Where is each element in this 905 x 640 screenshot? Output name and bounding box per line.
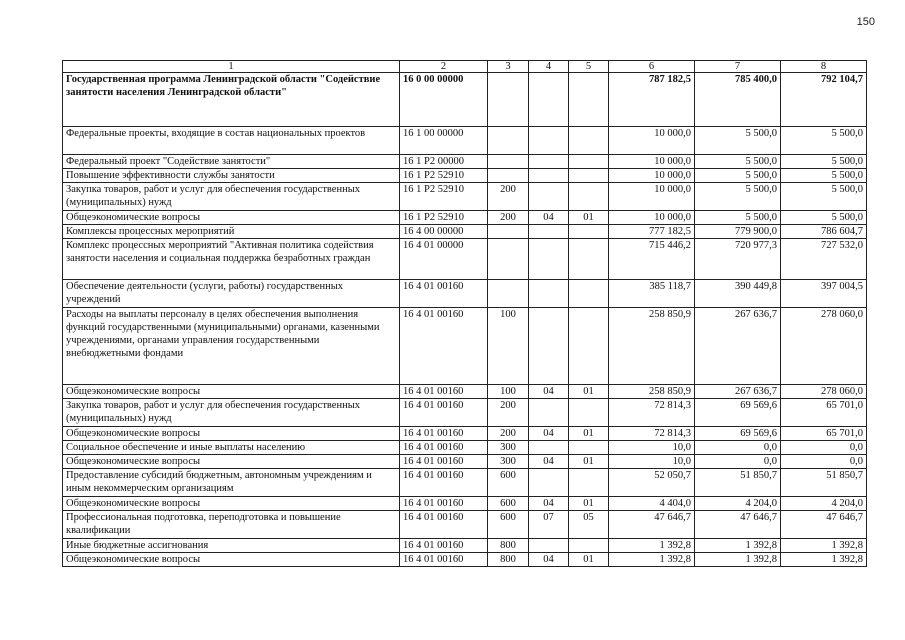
- amount-col-7: 1 392,8: [695, 539, 781, 553]
- subsection-code: [569, 441, 609, 455]
- target-article-code: 16 0 00 00000: [400, 73, 488, 127]
- section-code: [529, 280, 569, 308]
- table-row: [63, 385, 867, 399]
- target-article-code: 16 4 01 00160: [400, 399, 488, 427]
- amount-col-8: 278 060,0: [781, 308, 867, 385]
- table-row: [63, 511, 867, 539]
- subsection-code: [569, 73, 609, 127]
- amount-col-7: 5 500,0: [695, 183, 781, 211]
- subsection-code: 01: [569, 211, 609, 225]
- subsection-code: [569, 155, 609, 169]
- section-code: [529, 399, 569, 427]
- amount-col-7: 69 569,6: [695, 399, 781, 427]
- target-article-code: 16 4 01 00160: [400, 427, 488, 441]
- amount-col-6: 777 182,5: [609, 225, 695, 239]
- row-name: Федеральные проекты, входящие в состав национальных проектов: [63, 127, 400, 155]
- row-name: Общеэкономические вопросы: [63, 385, 400, 399]
- amount-col-7: 390 449,8: [695, 280, 781, 308]
- table-row: [63, 399, 867, 427]
- column-header: 1: [63, 61, 400, 73]
- amount-col-8: 65 701,0: [781, 427, 867, 441]
- subsection-code: 01: [569, 427, 609, 441]
- row-name: Комплекс процессных мероприятий "Активная политика содействия занятости населения и социальная поддержка безработных граждан: [63, 239, 400, 280]
- amount-col-7: 69 569,6: [695, 427, 781, 441]
- subsection-code: [569, 225, 609, 239]
- section-code: 04: [529, 455, 569, 469]
- subsection-code: [569, 239, 609, 280]
- target-article-code: 16 4 01 00160: [400, 455, 488, 469]
- amount-col-6: 47 646,7: [609, 511, 695, 539]
- table-row: [63, 73, 867, 127]
- amount-col-6: 787 182,5: [609, 73, 695, 127]
- expense-type-code: 100: [488, 308, 529, 385]
- amount-col-8: 47 646,7: [781, 511, 867, 539]
- expense-type-code: 300: [488, 455, 529, 469]
- column-header: 2: [400, 61, 488, 73]
- row-name: Общеэкономические вопросы: [63, 497, 400, 511]
- amount-col-6: 1 392,8: [609, 539, 695, 553]
- section-code: [529, 239, 569, 280]
- row-name: Государственная программа Ленинградской области "Содействие занятости населения Ленинградской области": [63, 73, 400, 127]
- target-article-code: 16 1 P2 52910: [400, 211, 488, 225]
- table-row: [63, 441, 867, 455]
- row-name: Закупка товаров, работ и услуг для обеспечения государственных (муниципальных) нужд: [63, 183, 400, 211]
- expense-type-code: 800: [488, 539, 529, 553]
- table-row: [63, 183, 867, 211]
- amount-col-6: 10,0: [609, 455, 695, 469]
- row-name: Закупка товаров, работ и услуг для обеспечения государственных (муниципальных) нужд: [63, 399, 400, 427]
- expense-type-code: 200: [488, 427, 529, 441]
- subsection-code: [569, 469, 609, 497]
- table-row: [63, 155, 867, 169]
- amount-col-7: 267 636,7: [695, 308, 781, 385]
- amount-col-6: 10,0: [609, 441, 695, 455]
- row-name: Общеэкономические вопросы: [63, 427, 400, 441]
- table-row: [63, 455, 867, 469]
- table-row: [63, 239, 867, 280]
- amount-col-6: 10 000,0: [609, 183, 695, 211]
- section-code: 04: [529, 553, 569, 567]
- row-name: Общеэкономические вопросы: [63, 455, 400, 469]
- amount-col-7: 51 850,7: [695, 469, 781, 497]
- target-article-code: 16 4 01 00000: [400, 239, 488, 280]
- expense-type-code: 200: [488, 183, 529, 211]
- budget-table: [62, 60, 867, 567]
- row-name: Социальное обеспечение и иные выплаты населению: [63, 441, 400, 455]
- amount-col-6: 52 050,7: [609, 469, 695, 497]
- row-name: Федеральный проект "Содействие занятости": [63, 155, 400, 169]
- column-header: 7: [695, 61, 781, 73]
- amount-col-8: 397 004,5: [781, 280, 867, 308]
- amount-col-7: 4 204,0: [695, 497, 781, 511]
- row-name: Иные бюджетные ассигнования: [63, 539, 400, 553]
- row-name: Предоставление субсидий бюджетным, автономным учреждениям и иным некоммерческим организациям: [63, 469, 400, 497]
- table-row: [63, 497, 867, 511]
- table-row: [63, 127, 867, 155]
- amount-col-7: 1 392,8: [695, 553, 781, 567]
- amount-col-6: 385 118,7: [609, 280, 695, 308]
- target-article-code: 16 4 01 00160: [400, 497, 488, 511]
- expense-type-code: 600: [488, 469, 529, 497]
- amount-col-6: 72 814,3: [609, 399, 695, 427]
- expense-type-code: 200: [488, 399, 529, 427]
- section-code: [529, 183, 569, 211]
- amount-col-7: 785 400,0: [695, 73, 781, 127]
- target-article-code: 16 4 00 00000: [400, 225, 488, 239]
- subsection-code: [569, 308, 609, 385]
- row-name: Общеэкономические вопросы: [63, 211, 400, 225]
- expense-type-code: [488, 73, 529, 127]
- section-code: [529, 127, 569, 155]
- table-row: [63, 308, 867, 385]
- expense-type-code: [488, 155, 529, 169]
- section-code: [529, 225, 569, 239]
- row-name: Расходы на выплаты персоналу в целях обеспечения выполнения функций государственными (муниципальными) органами, казенными учреждениями, органами управления государственными внебюджетными фондами: [63, 308, 400, 385]
- section-code: 07: [529, 511, 569, 539]
- amount-col-8: 5 500,0: [781, 183, 867, 211]
- amount-col-7: 5 500,0: [695, 169, 781, 183]
- subsection-code: 01: [569, 553, 609, 567]
- amount-col-8: 792 104,7: [781, 73, 867, 127]
- amount-col-6: 715 446,2: [609, 239, 695, 280]
- header-row: [63, 61, 867, 73]
- amount-col-6: 10 000,0: [609, 127, 695, 155]
- target-article-code: 16 4 01 00160: [400, 308, 488, 385]
- subsection-code: [569, 127, 609, 155]
- expense-type-code: 600: [488, 511, 529, 539]
- section-code: [529, 308, 569, 385]
- section-code: [529, 539, 569, 553]
- row-name: Повышение эффективности службы занятости: [63, 169, 400, 183]
- section-code: [529, 441, 569, 455]
- expense-type-code: 800: [488, 553, 529, 567]
- column-header: 4: [529, 61, 569, 73]
- section-code: 04: [529, 211, 569, 225]
- target-article-code: 16 1 P2 52910: [400, 183, 488, 211]
- amount-col-8: 0,0: [781, 455, 867, 469]
- row-name: Профессиональная подготовка, переподготовка и повышение квалификации: [63, 511, 400, 539]
- section-code: [529, 73, 569, 127]
- table-row: [63, 469, 867, 497]
- target-article-code: 16 1 00 00000: [400, 127, 488, 155]
- amount-col-8: 51 850,7: [781, 469, 867, 497]
- target-article-code: 16 1 P2 00000: [400, 155, 488, 169]
- amount-col-8: 786 604,7: [781, 225, 867, 239]
- amount-col-8: 5 500,0: [781, 127, 867, 155]
- amount-col-8: 5 500,0: [781, 211, 867, 225]
- row-name: Общеэкономические вопросы: [63, 553, 400, 567]
- expense-type-code: [488, 239, 529, 280]
- section-code: [529, 155, 569, 169]
- amount-col-7: 0,0: [695, 455, 781, 469]
- subsection-code: [569, 399, 609, 427]
- subsection-code: [569, 183, 609, 211]
- table-row: [63, 169, 867, 183]
- amount-col-6: 10 000,0: [609, 211, 695, 225]
- amount-col-6: 258 850,9: [609, 385, 695, 399]
- amount-col-7: 779 900,0: [695, 225, 781, 239]
- column-header: 6: [609, 61, 695, 73]
- column-header: 5: [569, 61, 609, 73]
- amount-col-6: 10 000,0: [609, 155, 695, 169]
- column-header: 3: [488, 61, 529, 73]
- expense-type-code: [488, 225, 529, 239]
- amount-col-7: 267 636,7: [695, 385, 781, 399]
- expense-type-code: 300: [488, 441, 529, 455]
- amount-col-7: 720 977,3: [695, 239, 781, 280]
- amount-col-8: 4 204,0: [781, 497, 867, 511]
- amount-col-6: 1 392,8: [609, 553, 695, 567]
- target-article-code: 16 4 01 00160: [400, 553, 488, 567]
- subsection-code: 01: [569, 497, 609, 511]
- section-code: 04: [529, 497, 569, 511]
- section-code: 04: [529, 427, 569, 441]
- table-row: [63, 211, 867, 225]
- subsection-code: 01: [569, 455, 609, 469]
- column-header: 8: [781, 61, 867, 73]
- amount-col-8: 727 532,0: [781, 239, 867, 280]
- target-article-code: 16 4 01 00160: [400, 385, 488, 399]
- amount-col-6: 258 850,9: [609, 308, 695, 385]
- expense-type-code: 200: [488, 211, 529, 225]
- amount-col-8: 65 701,0: [781, 399, 867, 427]
- subsection-code: [569, 539, 609, 553]
- amount-col-6: 72 814,3: [609, 427, 695, 441]
- amount-col-8: 0,0: [781, 441, 867, 455]
- target-article-code: 16 4 01 00160: [400, 511, 488, 539]
- expense-type-code: 600: [488, 497, 529, 511]
- amount-col-7: 0,0: [695, 441, 781, 455]
- amount-col-6: 10 000,0: [609, 169, 695, 183]
- subsection-code: [569, 169, 609, 183]
- amount-col-8: 1 392,8: [781, 553, 867, 567]
- subsection-code: [569, 280, 609, 308]
- subsection-code: 01: [569, 385, 609, 399]
- amount-col-7: 5 500,0: [695, 155, 781, 169]
- amount-col-7: 5 500,0: [695, 211, 781, 225]
- expense-type-code: [488, 127, 529, 155]
- target-article-code: 16 4 01 00160: [400, 469, 488, 497]
- section-code: [529, 169, 569, 183]
- table-row: [63, 225, 867, 239]
- amount-col-6: 4 404,0: [609, 497, 695, 511]
- expense-type-code: [488, 280, 529, 308]
- amount-col-7: 5 500,0: [695, 127, 781, 155]
- section-code: [529, 469, 569, 497]
- expense-type-code: 100: [488, 385, 529, 399]
- section-code: 04: [529, 385, 569, 399]
- row-name: Обеспечение деятельности (услуги, работы) государственных учреждений: [63, 280, 400, 308]
- table-row: [63, 427, 867, 441]
- subsection-code: 05: [569, 511, 609, 539]
- target-article-code: 16 4 01 00160: [400, 280, 488, 308]
- amount-col-8: 1 392,8: [781, 539, 867, 553]
- page-number: 150: [856, 16, 875, 28]
- target-article-code: 16 4 01 00160: [400, 539, 488, 553]
- row-name: Комплексы процессных мероприятий: [63, 225, 400, 239]
- table-row: [63, 539, 867, 553]
- amount-col-8: 5 500,0: [781, 155, 867, 169]
- expense-type-code: [488, 169, 529, 183]
- target-article-code: 16 1 P2 52910: [400, 169, 488, 183]
- amount-col-7: 47 646,7: [695, 511, 781, 539]
- target-article-code: 16 4 01 00160: [400, 441, 488, 455]
- amount-col-8: 5 500,0: [781, 169, 867, 183]
- table-row: [63, 553, 867, 567]
- table-row: [63, 280, 867, 308]
- amount-col-8: 278 060,0: [781, 385, 867, 399]
